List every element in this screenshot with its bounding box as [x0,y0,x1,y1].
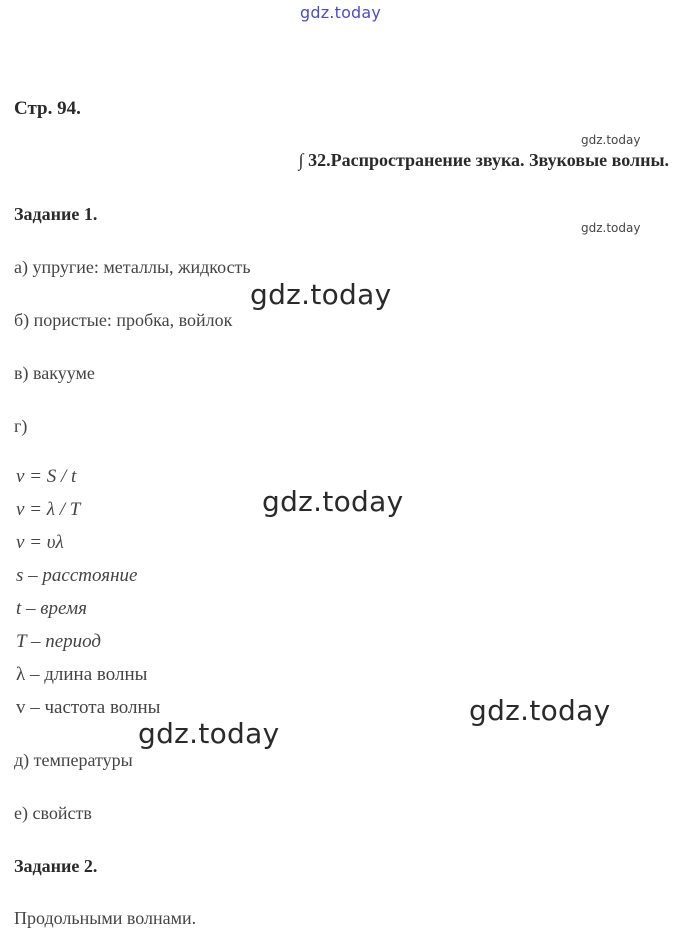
watermark-small: gdz.today [581,221,641,235]
formula-line: v = λ / T [16,499,81,520]
watermark-big: gdz.today [138,717,280,750]
task-2-title: Задание 2. [14,856,98,876]
answer-g: г) [14,416,28,436]
formula-line: v = υλ [16,532,64,553]
page-label: Стр. 94. [14,98,81,119]
watermark-top: gdz.today [300,3,382,22]
answer-b: б) пористые: пробка, войлок [14,310,233,330]
watermark-big: gdz.today [250,278,392,311]
task-1-title: Задание 1. [14,204,98,224]
watermark-small: gdz.today [581,133,641,147]
formula-line: v = S / t [16,466,77,487]
watermark-big: gdz.today [262,485,404,518]
formula-line: T – период [16,631,102,652]
task-2-answer: Продольными волнами. [14,908,197,928]
answer-d: д) температуры [14,750,133,770]
section-title: ∫ 32.Распространение звука. Звуковые волны. [298,150,669,170]
formula-line: v – частота волны [16,697,161,718]
watermark-big: gdz.today [469,694,611,727]
formula-line: t – время [16,598,87,619]
answer-v: в) вакууме [14,363,95,383]
answer-e: е) свойств [14,803,92,823]
formula-line: λ – длина волны [16,664,148,685]
formula-line: s – расстояние [16,565,138,586]
answer-a: а) упругие: металлы, жидкость [14,257,251,277]
